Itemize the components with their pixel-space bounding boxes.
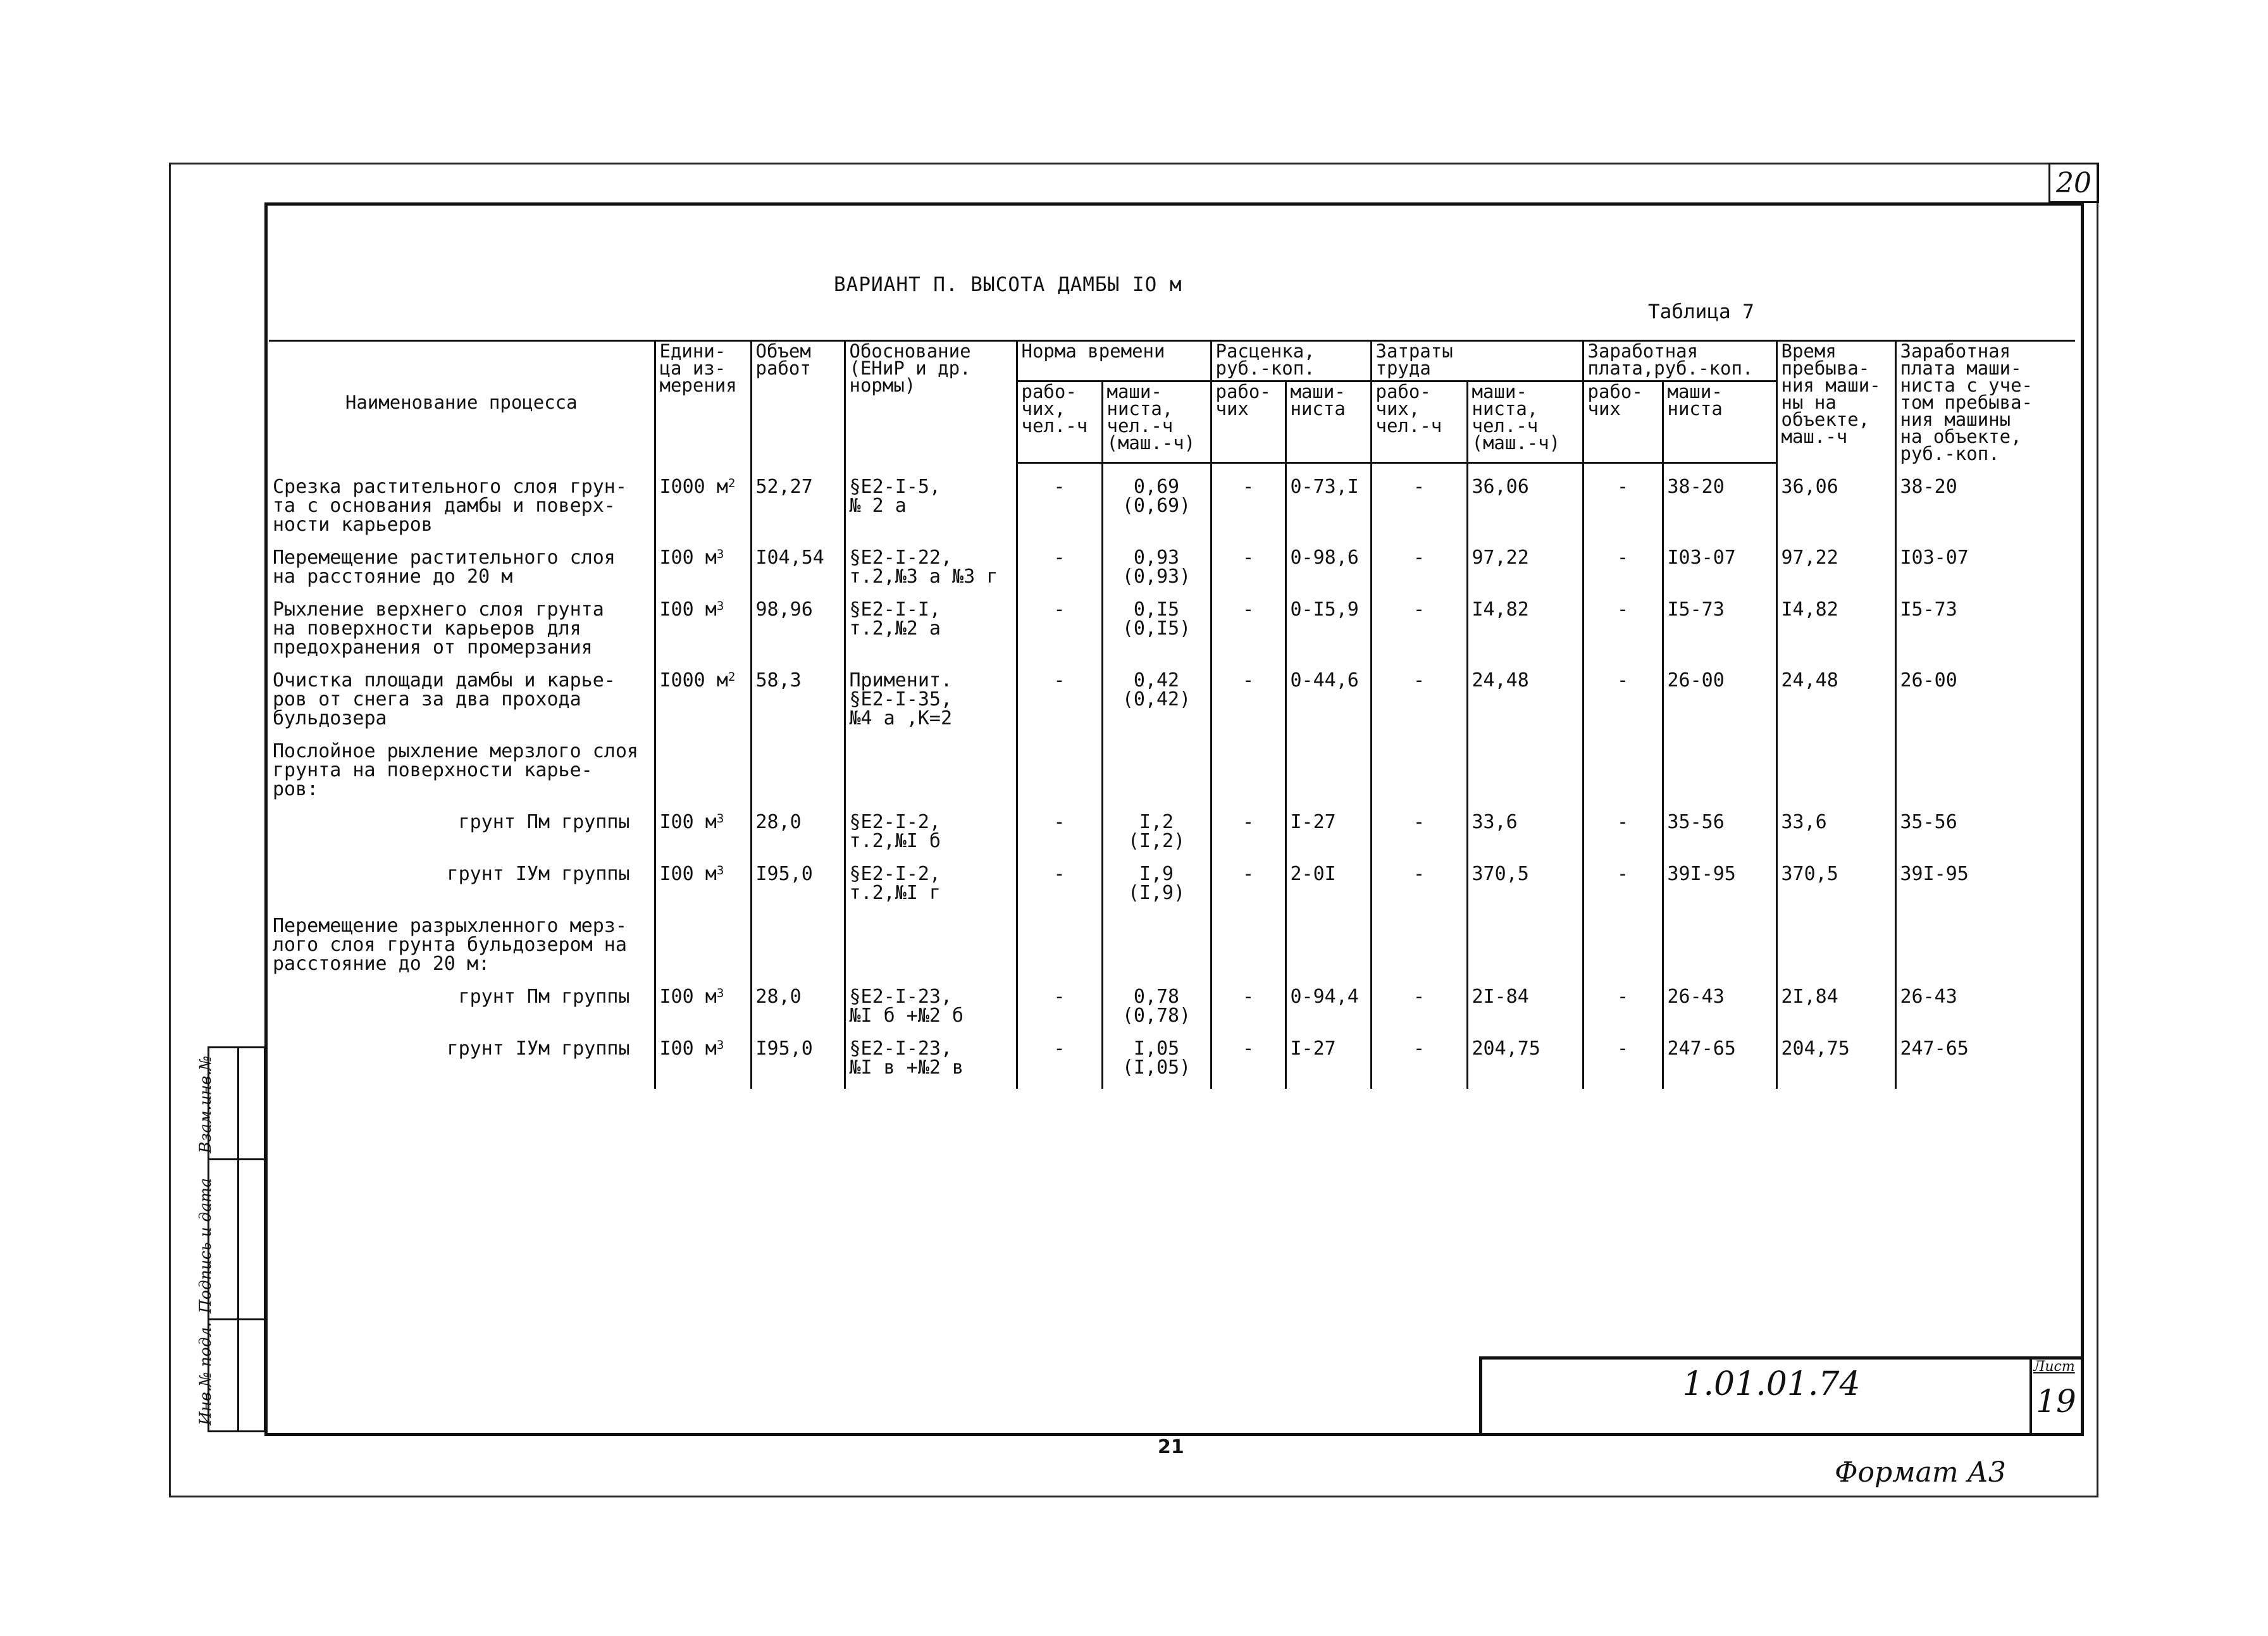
cell-st: I4,82 [1776,599,1895,657]
cell-volume: I04,54 [751,547,845,586]
format-label: Формат А3 [1835,1456,2006,1489]
cell-rw [1211,741,1286,799]
document-title: ВАРИАНТ П. ВЫСОТА ДАМБЫ IO м [834,273,1182,296]
table-row [269,741,2075,799]
cell-rw: - [1211,812,1286,851]
row-process-name: грунт IУм группы [447,862,630,885]
header-labor-workers: рабо- чих, чел.-ч [1371,381,1467,462]
data-table-wrap [269,340,2075,1089]
row-process-name: Срезка растительного слоя грун- та с основания дамбы и поверх- ности карьеров [273,475,627,536]
document-code: 1.01.01.74 [1682,1365,1861,1403]
cell-rm [1286,915,1371,974]
cell-wm: 35-56 [1663,812,1776,851]
side-stamp [196,1046,266,1432]
row-process-name: грунт IУм группы [447,1037,630,1060]
cell-volume: 28,0 [751,986,845,1026]
cell-wm: I5-73 [1663,599,1776,657]
cell-basis: §Е2-I-23, №I б +№2 б [845,986,1017,1026]
row-process-name: грунт Пм группы [458,985,630,1008]
cell-rm: 0-44,6 [1286,670,1371,728]
table-row [269,547,2075,586]
cell-tw: - [1017,1038,1102,1077]
table-row [269,812,2075,851]
cell-sw: I03-07 [1895,547,2075,586]
cell-rw: - [1211,476,1286,535]
unit-exponent: 3 [716,811,724,826]
cell-tw: - [1017,864,1102,903]
cell-volume: 58,3 [751,670,845,728]
header-volume: Объем работ [751,341,845,463]
unit-text: I00 м [659,862,717,885]
table-row [269,599,2075,657]
cell-rm: 0-98,6 [1286,547,1371,586]
cell-lm: 2I-84 [1467,986,1583,1026]
header-stay-wage: Заработная плата маши- ниста с уче- том пребыва- ния машины на объекте, руб.-коп. [1895,341,2075,463]
cell-volume: 98,96 [751,599,845,657]
stamp-inv-no-label: Инв.№ подл. [196,1322,214,1425]
table-row [269,1038,2075,1077]
cell-lw: - [1371,986,1467,1026]
header-rate: Расценка, руб.-коп. [1211,341,1371,381]
cell-wm: 26-00 [1663,670,1776,728]
unit-text: I00 м [659,598,717,621]
cell-tm: 0,69 (0,69) [1102,476,1211,535]
cell-basis [845,915,1017,974]
cell-rw: - [1211,547,1286,586]
cell-sw: 26-43 [1895,986,2075,1026]
cell-volume: 52,27 [751,476,845,535]
unit-exponent: 3 [716,863,724,877]
cell-st: 204,75 [1776,1038,1895,1077]
table-label: Таблица 7 [1648,301,1754,323]
table-row [269,915,2075,974]
cell-tw [1017,741,1102,799]
cell-unit [655,741,751,799]
cell-wm [1663,915,1776,974]
stamp-inv-no [196,1320,264,1430]
cell-lw [1371,741,1467,799]
cell-sw [1895,741,2075,799]
cell-tw: - [1017,986,1102,1026]
stamp-sign-date [196,1160,264,1320]
header-time-workers: рабо- чих, чел.-ч [1017,381,1102,462]
cell-basis: Применит. §Е2-I-35, №4 а ,К=2 [845,670,1017,728]
cell-volume: I95,0 [751,864,845,903]
cell-volume [751,915,845,974]
header-labor-machinist: маши- ниста, чел.-ч (маш.-ч) [1467,381,1583,462]
cell-tm: I,2 (I,2) [1102,812,1211,851]
cell-st: 33,6 [1776,812,1895,851]
cell-wm: 247-65 [1663,1038,1776,1077]
bottom-page-number: 21 [1158,1436,1184,1458]
cell-ww: - [1583,670,1663,728]
cell-ww: - [1583,599,1663,657]
cell-tw: - [1017,812,1102,851]
cell-rm: 0-73,I [1286,476,1371,535]
header-stay-time: Время пребыва- ния маши- ны на объекте, маш.-ч [1776,341,1895,463]
cell-lw: - [1371,1038,1467,1077]
table-row [269,864,2075,903]
cell-tm: I,05 (I,05) [1102,1038,1211,1077]
stamp-replace-inv-label: Взам.инв.№ [196,1055,214,1153]
sheet-label: Лист [2033,1359,2075,1375]
row-process-name: Перемещение разрыхленного мерз- лого слоя грунта бульдозером на расстояние до 20 м: [273,914,627,975]
header-rate-machinist: маши- ниста [1286,381,1371,462]
cell-lm: 370,5 [1467,864,1583,903]
cell-lm [1467,915,1583,974]
cell-rw: - [1211,599,1286,657]
cell-unit [655,476,751,535]
cell-lm: 36,06 [1467,476,1583,535]
cell-wm [1663,741,1776,799]
cell-rw: - [1211,1038,1286,1077]
cell-unit [655,547,751,586]
cell-basis: §Е2-I-23, №I в +№2 в [845,1038,1017,1077]
cell-rm: 0-94,4 [1286,986,1371,1026]
cell-sw [1895,915,2075,974]
cell-ww [1583,915,1663,974]
row-process-name: Очистка площади дамбы и карье- ров от снега за два прохода бульдозера [273,669,616,729]
unit-text: I000 м [659,669,728,691]
cell-sw: 26-00 [1895,670,2075,728]
cell-st: 36,06 [1776,476,1895,535]
cell-tw: - [1017,476,1102,535]
header-labor: Затраты труда [1371,341,1583,381]
cell-rm: 0-I5,9 [1286,599,1371,657]
cell-unit [655,1038,751,1077]
header-wage-machinist: маши- ниста [1663,381,1776,462]
cell-tm: 0,93 (0,93) [1102,547,1211,586]
cell-unit [655,670,751,728]
header-basis: Обоснование (ЕНиР и др. нормы) [845,341,1017,463]
row-process-name: грунт Пм группы [458,810,630,833]
cell-lw: - [1371,476,1467,535]
cell-basis: §Е2-I-I, т.2,№2 а [845,599,1017,657]
cell-sw: 247-65 [1895,1038,2075,1077]
row-process-name: Перемещение растительного слоя на расстояние до 20 м [273,546,616,588]
cell-basis: §Е2-I-2, т.2,№I г [845,864,1017,903]
table-row [269,476,2075,535]
unit-exponent: 3 [716,986,724,1000]
cell-volume: I95,0 [751,1038,845,1077]
cell-basis: §Е2-I-5, № 2 а [845,476,1017,535]
cell-lw: - [1371,812,1467,851]
cell-lw: - [1371,547,1467,586]
cell-unit [655,864,751,903]
cell-st [1776,741,1895,799]
cell-lw: - [1371,864,1467,903]
cell-lw [1371,915,1467,974]
header-wage-workers: рабо- чих [1583,381,1663,462]
cell-unit [655,915,751,974]
unit-exponent: 2 [728,669,736,684]
cell-sw: 35-56 [1895,812,2075,851]
cell-ww: - [1583,986,1663,1026]
cell-st: 370,5 [1776,864,1895,903]
cell-rw: - [1211,670,1286,728]
row-process-name: Рыхление верхнего слоя грунта на поверхности карьеров для предохранения от промерзания [273,598,604,659]
cell-tw: - [1017,670,1102,728]
stamp-sign-date-label: Подпись и дата [196,1178,214,1313]
table-row [269,670,2075,728]
header-rate-workers: рабо- чих [1211,381,1286,462]
cell-lm [1467,741,1583,799]
cell-basis: §Е2-I-2, т.2,№I б [845,812,1017,851]
cell-basis: §Е2-I-22, т.2,№3 а №3 г [845,547,1017,586]
table-body [269,462,2075,1089]
cell-ww: - [1583,1038,1663,1077]
top-page-number: 20 [2048,163,2099,203]
cell-basis [845,741,1017,799]
cell-st: 2I,84 [1776,986,1895,1026]
unit-text: I00 м [659,810,717,833]
unit-text: I00 м [659,546,717,569]
cell-ww [1583,741,1663,799]
cell-lm: 24,48 [1467,670,1583,728]
cell-st [1776,915,1895,974]
cell-sw: 39I-95 [1895,864,2075,903]
sheet-number: 19 [2036,1383,2076,1420]
cell-tm [1102,915,1211,974]
cell-volume [751,741,845,799]
cell-tm: I,9 (I,9) [1102,864,1211,903]
cell-tm: 0,42 (0,42) [1102,670,1211,728]
cell-ww: - [1583,864,1663,903]
table-row [269,986,2075,1026]
cell-rw [1211,915,1286,974]
unit-text: I000 м [659,475,728,498]
cell-ww: - [1583,547,1663,586]
header-time-norm: Норма времени [1017,341,1211,381]
header-wage: Заработная плата,руб.-коп. [1583,341,1776,381]
cell-tw: - [1017,547,1102,586]
header-name: Наименование процесса [269,341,655,463]
cell-st: 24,48 [1776,670,1895,728]
unit-exponent: 3 [716,1038,724,1052]
cell-unit [655,812,751,851]
cell-rw: - [1211,986,1286,1026]
cell-wm: I03-07 [1663,547,1776,586]
cell-tw: - [1017,599,1102,657]
unit-exponent: 3 [716,547,724,561]
data-table [269,340,2075,1089]
cell-lw: - [1371,670,1467,728]
cell-wm: 39I-95 [1663,864,1776,903]
cell-lw: - [1371,599,1467,657]
cell-lm: I4,82 [1467,599,1583,657]
cell-sw: 38-20 [1895,476,2075,535]
unit-text: I00 м [659,985,717,1008]
cell-lm: 204,75 [1467,1038,1583,1077]
cell-tm: 0,78 (0,78) [1102,986,1211,1026]
header-time-machinist: маши- ниста, чел.-ч (маш.-ч) [1102,381,1211,462]
cell-tw [1017,915,1102,974]
unit-exponent: 2 [728,476,736,490]
unit-text: I00 м [659,1037,717,1060]
cell-wm: 38-20 [1663,476,1776,535]
cell-sw: I5-73 [1895,599,2075,657]
stamp-replace-inv [196,1048,264,1160]
cell-rm: 2-0I [1286,864,1371,903]
cell-tm: 0,I5 (0,I5) [1102,599,1211,657]
cell-wm: 26-43 [1663,986,1776,1026]
cell-ww: - [1583,476,1663,535]
row-process-name: Послойное рыхление мерзлого слоя грунта на поверхности карье- ров: [273,740,638,800]
cell-unit [655,986,751,1026]
cell-rm: I-27 [1286,812,1371,851]
cell-rw: - [1211,864,1286,903]
cell-rm [1286,741,1371,799]
cell-st: 97,22 [1776,547,1895,586]
cell-tm [1102,741,1211,799]
cell-lm: 33,6 [1467,812,1583,851]
cell-rm: I-27 [1286,1038,1371,1077]
cell-volume: 28,0 [751,812,845,851]
unit-exponent: 3 [716,598,724,613]
cell-unit [655,599,751,657]
cell-ww: - [1583,812,1663,851]
header-unit: Едини- ца из- мерения [655,341,751,463]
cell-lm: 97,22 [1467,547,1583,586]
